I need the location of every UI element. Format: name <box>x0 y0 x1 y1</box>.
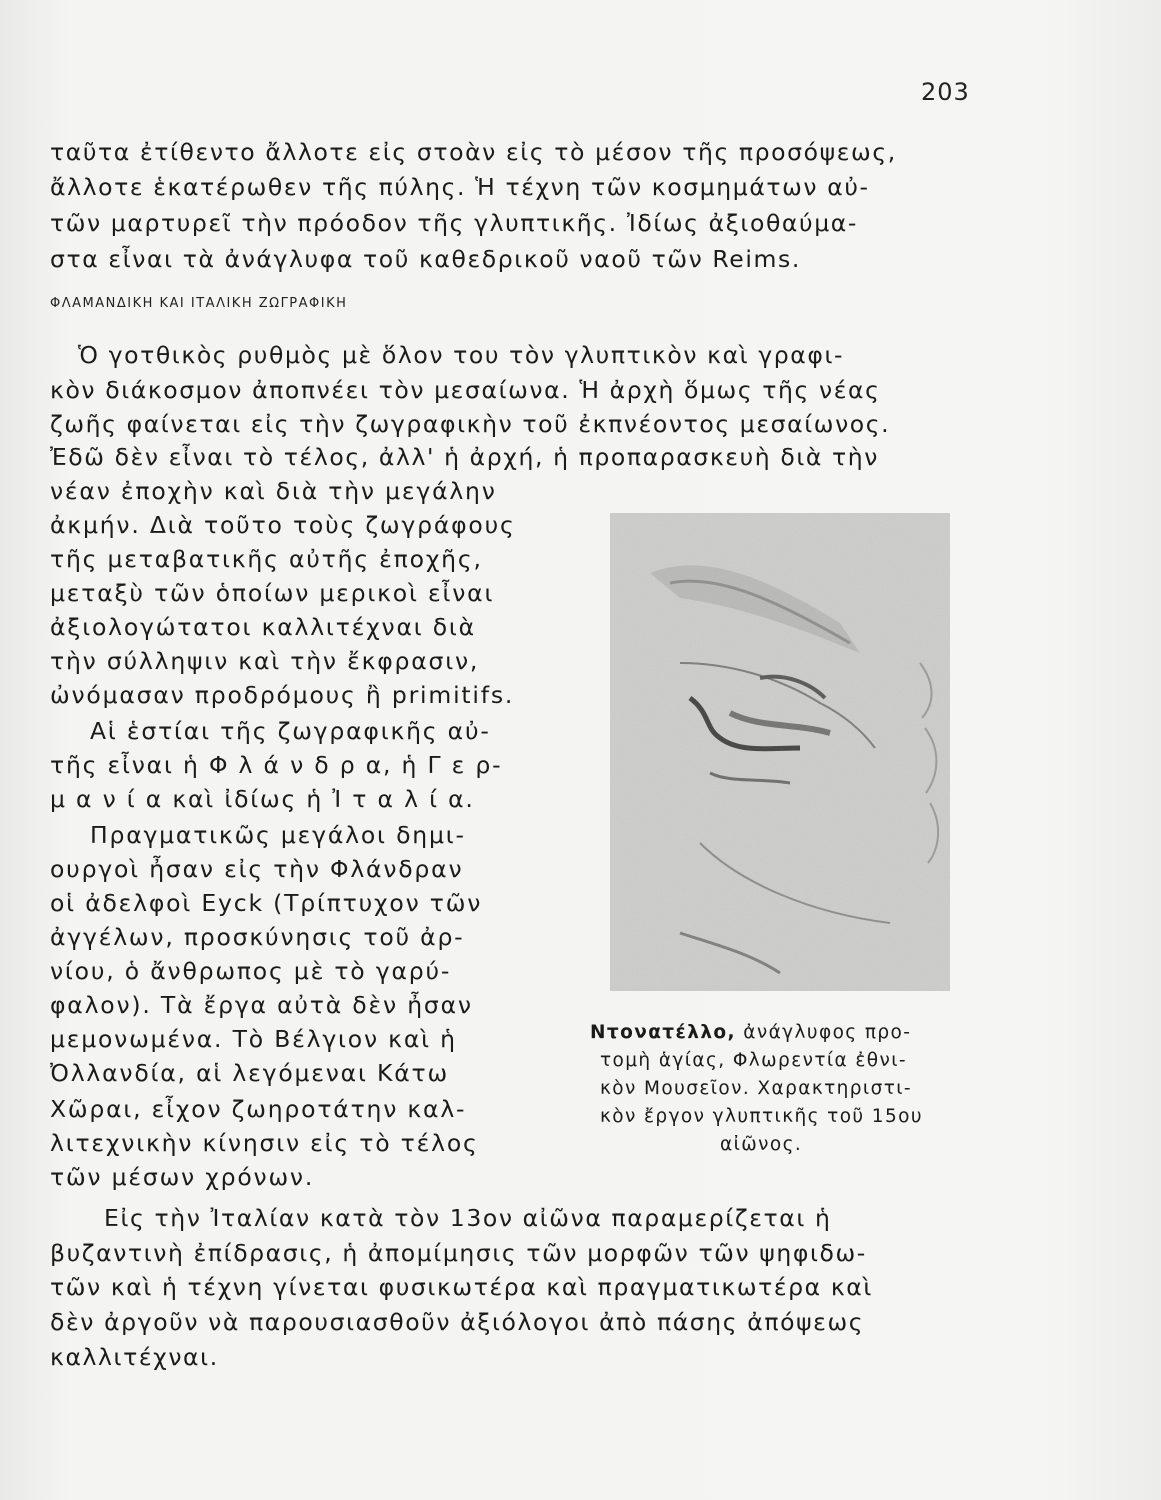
caption-line: τομὴ ἁγίας, Φλωρεντία ἐθνι- <box>600 1050 907 1071</box>
text-line: νέαν ἐποχὴν καὶ διὰ τὴν μεγάλην <box>50 477 497 505</box>
text-line: μεταξὺ τῶν ὁποίων μερικοὶ εἶναι <box>50 579 495 607</box>
caption-line: αἰῶνος. <box>720 1134 803 1155</box>
text-line: τῶν καὶ ἡ τέχνη γίνεται φυσικωτέρα καὶ πραγματικωτέρα καὶ <box>50 1273 873 1301</box>
text-line: βυζαντινὴ ἐπίδρασις, ἡ ἀπομίμησις τῶν μορφῶν τῶν ψηφιδω- <box>50 1239 867 1267</box>
relief-bust-photo <box>610 513 950 991</box>
text-line: φαλον). Τὰ ἔργα αὐτὰ δὲν ἦσαν <box>50 991 473 1019</box>
page-number: 203 <box>921 78 970 106</box>
text-line: Ἐδῶ δὲν εἶναι τὸ τέλος, ἀλλ' ἡ ἀρχή, ἡ προπαρασκευὴ διὰ τὴν <box>50 443 880 471</box>
text-line: ἄλλοτε ἑκατέρωθεν τῆς πύλης. Ἡ τέχνη τῶν κοσμημάτων αὐ- <box>50 173 870 201</box>
text-line: τὴν σύλληψιν καὶ τὴν ἔκφρασιν, <box>50 647 480 675</box>
text-line: ὠνόμασαν προδρόμους ἢ primitifs. <box>50 681 515 709</box>
text-line: ἀξιολογώτατοι καλλιτέχναι διὰ <box>50 613 476 641</box>
text-line: ζωῆς φαίνεται εἰς τὴν ζωγραφικὴν τοῦ ἐκπνέοντος μεσαίωνος. <box>50 410 891 438</box>
text-line: Χῶραι, εἶχον ζωηροτάτην καλ- <box>50 1095 467 1123</box>
text-line: τῶν μέσων χρόνων. <box>50 1163 315 1191</box>
text-line: Ὁ γοτθικὸς ρυθμὸς μὲ ὅλον του τὸν γλυπτικὸν καὶ γραφι- <box>78 341 845 369</box>
text-line: λιτεχνικὴν κίνησιν εἰς τὸ τέλος <box>50 1129 479 1157</box>
text-line: δὲν ἀργοῦν νὰ παρουσιασθοῦν ἀξιόλογοι ἀπὸ πάσης ἀπόψεως <box>50 1308 865 1336</box>
caption-line: κὸν Μουσεῖον. Χαρακτηριστι- <box>600 1078 912 1099</box>
bust-sketch <box>610 513 950 991</box>
text-line: μεμονωμένα. Τὸ Βέλγιον καὶ ἡ <box>50 1025 457 1053</box>
text-line: τῆς εἶναι ἡ Φ λ ά ν δ ρ α, ἡ Γ ε ρ- <box>50 751 503 779</box>
section-heading: ΦΛΑΜΑΝΔΙΚΗ ΚΑΙ ΙΤΑΛΙΚΗ ΖΩΓΡΑΦΙΚΗ <box>50 296 348 311</box>
text-line: Αἱ ἑστίαι τῆς ζωγραφικῆς αὐ- <box>90 717 491 745</box>
text-line: ταῦτα ἐτίθεντο ἄλλοτε εἰς στοὰν εἰς τὸ μέσον τῆς προσόψεως, <box>50 138 897 166</box>
text-line: στα εἶναι τὰ ἀνάγλυφα τοῦ καθεδρικοῦ ναοῦ τῶν Reims. <box>50 245 801 273</box>
text-line: ἀγγέλων, προσκύνησις τοῦ ἀρ- <box>50 923 465 951</box>
caption-line: ἀνάγλυφος προ- <box>743 1022 912 1043</box>
text-line: κὸν διάκοσμον ἀποπνέει τὸν μεσαίωνα. Ἡ ἀρχὴ ὅμως τῆς νέας <box>50 376 881 404</box>
text-line: καλλιτέχναι. <box>50 1343 219 1371</box>
text-line: Ὀλλανδία, αἱ λεγόμεναι Κάτω <box>50 1059 449 1087</box>
text-line: μ α ν ί α καὶ ἰδίως ἡ Ἰ τ α λ ί α. <box>50 785 475 813</box>
text-line: Εἰς τὴν Ἰταλίαν κατὰ τὸν 13ον αἰῶνα παραμερίζεται ἡ <box>104 1204 832 1232</box>
text-line: νίου, ὁ ἄνθρωπος μὲ τὸ γαρύ- <box>50 957 452 985</box>
caption-line: κὸν ἔργον γλυπτικῆς τοῦ 15ου <box>600 1106 923 1127</box>
text-line: τῆς μεταβατικῆς αὐτῆς ἐποχῆς, <box>50 545 483 573</box>
caption-artist: Ντονατέλλο, <box>590 1022 736 1043</box>
text-line: ἀκμήν. Διὰ τοῦτο τοὺς ζωγράφους <box>50 511 516 539</box>
text-line: Πραγματικῶς μεγάλοι δημι- <box>90 821 466 849</box>
text-line: τῶν μαρτυρεῖ τὴν πρόοδον τῆς γλυπτικῆς. Ἰδίως ἀξιοθαύμα- <box>50 209 858 237</box>
text-line: ουργοὶ ἦσαν εἰς τὴν Φλάνδραν <box>50 855 464 883</box>
text-line: οἱ ἀδελφοὶ Eyck (Τρίπτυχον τῶν <box>50 889 483 917</box>
